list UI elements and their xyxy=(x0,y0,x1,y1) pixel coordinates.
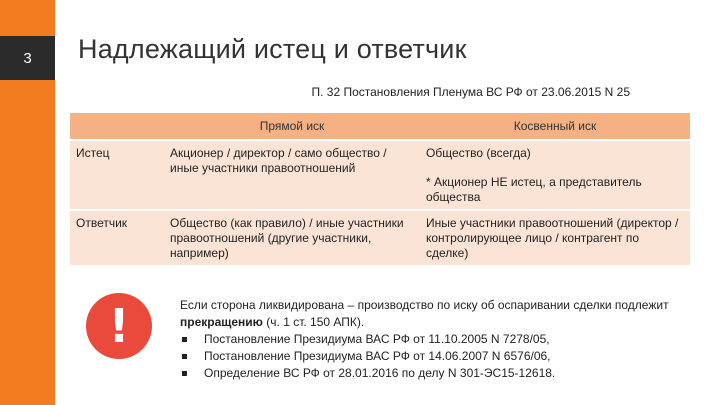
reference-text: Определение ВС РФ от 28.01.2016 по делу N 301-ЭС15-12618. xyxy=(204,366,556,380)
reference-list xyxy=(180,331,710,382)
table-header-row xyxy=(70,113,690,140)
exclamation-symbol: ! xyxy=(108,299,130,353)
list-item xyxy=(180,348,710,365)
list-item xyxy=(180,365,710,382)
row-label-plaintiff: Истец xyxy=(70,140,164,210)
table-row xyxy=(70,140,690,210)
cell-defendant-direct: Общество (как правило) / иные участники правоотношений (другие участники, например) xyxy=(164,210,420,265)
bullet-icon xyxy=(182,354,187,359)
cell-plaintiff-indirect-text: Общество (всегда) xyxy=(426,146,531,160)
reference-text: Постановление Президиума ВАС РФ от 11.10.2005 N 7278/05, xyxy=(204,332,550,346)
comparison-table xyxy=(70,113,690,265)
slide-subtitle: П. 32 Постановления Пленума ВС РФ от 23.06.2015 N 25 xyxy=(311,85,630,99)
reference-text: Постановление Президиума ВАС РФ от 14.06.2007 N 6576/06, xyxy=(204,349,551,363)
bullet-icon xyxy=(182,371,187,376)
bullet-icon xyxy=(182,337,187,342)
liquidation-note xyxy=(180,297,710,382)
note-bold-word: прекращению xyxy=(180,315,263,329)
table-header-direct: Прямой иск xyxy=(164,113,420,140)
row-label-defendant: Ответчик xyxy=(70,210,164,265)
note-text-after: (ч. 1 ст. 150 АПК). xyxy=(262,315,365,329)
slide-number: 3 xyxy=(0,36,55,80)
exclamation-icon xyxy=(86,293,152,359)
table-row xyxy=(70,210,690,265)
note-text-before: Если сторона ликвидирована – производство по иску об оспаривании сделки подлежит xyxy=(180,298,669,312)
cell-plaintiff-direct: Акционер / директор / само общество / иные участники правоотношений xyxy=(164,140,420,210)
table-header-indirect: Косвенный иск xyxy=(420,113,690,140)
cell-plaintiff-indirect xyxy=(420,140,690,210)
cell-defendant-indirect: Иные участники правоотношений (директор / контролирующее лицо / контрагент по сделке) xyxy=(420,210,690,265)
slide-title: Надлежащий истец и ответчик xyxy=(78,34,467,64)
list-item xyxy=(180,331,710,348)
liquidation-paragraph xyxy=(180,297,710,331)
table-header-empty xyxy=(70,113,164,140)
cell-plaintiff-indirect-note: * Акционер НЕ истец, а представитель общества xyxy=(426,175,642,204)
